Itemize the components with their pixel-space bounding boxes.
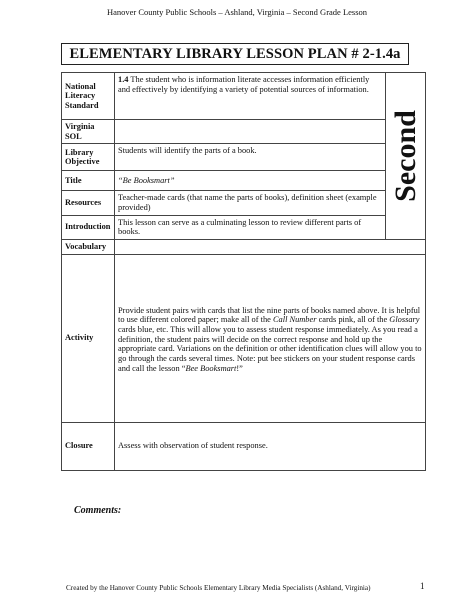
activity-emphasis: Glossary bbox=[389, 315, 420, 325]
lesson-plan-table bbox=[61, 72, 426, 471]
lesson-plan-title: ELEMENTARY LIBRARY LESSON PLAN # 2-1.4a bbox=[61, 43, 409, 65]
page-header: Hanover County Public Schools – Ashland, Virginia – Second Grade Lesson bbox=[106, 7, 368, 17]
grade-label: Second bbox=[388, 110, 422, 202]
content-vocabulary bbox=[115, 239, 426, 254]
page-footer: Created by the Hanover County Public Schools Elementary Library Media Specialists (Ashland, Virginia) bbox=[66, 584, 371, 592]
activity-text-part: cards pink, all of the bbox=[316, 315, 390, 325]
content-introduction: This lesson can serve as a culminating lesson to review different parts of books. bbox=[115, 215, 386, 239]
page-number: 1 bbox=[420, 581, 425, 591]
row-title bbox=[62, 171, 426, 191]
label-introduction: Introduction bbox=[62, 215, 115, 239]
row-library-objective bbox=[62, 144, 426, 171]
standard-text: The student who is information literate accesses information efficiently and effectively by identifying a variety of potential sources of information. bbox=[118, 75, 370, 94]
label-resources: Resources bbox=[62, 191, 115, 215]
comments-label: Comments: bbox=[74, 505, 122, 516]
grade-cell bbox=[386, 73, 426, 240]
label-title: Title bbox=[62, 171, 115, 191]
standard-number: 1.4 bbox=[118, 75, 129, 84]
activity-text-part: Provide student pairs with cards that list the nine parts of books named above. It is helpful to use different colored paper; make all of the bbox=[118, 305, 421, 325]
content-library-objective: Students will identify the parts of a book. bbox=[115, 144, 386, 171]
row-activity bbox=[62, 254, 426, 422]
content-national-literacy-standard bbox=[115, 73, 386, 120]
row-introduction bbox=[62, 215, 426, 239]
content-virginia-sol bbox=[115, 120, 386, 144]
activity-emphasis: Call Number bbox=[272, 315, 317, 325]
label-virginia-sol: Virginia SOL bbox=[62, 120, 115, 144]
label-national-literacy-standard: National Literacy Standard bbox=[62, 73, 115, 120]
activity-text-part: cards blue, etc. This will allow you to assess student response immediately. As you read a definition, the student pairs will decide on the correct response and hold up the appropriate card. Variations on the definition or other identification clues will allow you to go through the cards several times. Note: put bee stickers on your student response cards and call the lesson “ bbox=[118, 325, 422, 373]
row-virginia-sol bbox=[62, 120, 426, 144]
content-resources: Teacher-made cards (that name the parts of books), definition sheet (example provided) bbox=[115, 191, 386, 215]
lesson-title-text: “Be Booksmart” bbox=[118, 175, 175, 185]
activity-text-part: !” bbox=[236, 363, 243, 373]
row-national-literacy-standard bbox=[62, 73, 426, 120]
label-library-objective: Library Objective bbox=[62, 144, 115, 171]
row-vocabulary bbox=[62, 239, 426, 254]
content-title bbox=[115, 171, 386, 191]
activity-text bbox=[118, 306, 422, 374]
label-closure: Closure bbox=[62, 422, 115, 470]
content-closure: Assess with observation of student response. bbox=[115, 422, 426, 470]
row-closure bbox=[62, 422, 426, 470]
content-activity bbox=[115, 254, 426, 422]
label-vocabulary: Vocabulary bbox=[62, 239, 115, 254]
label-activity: Activity bbox=[62, 254, 115, 422]
activity-emphasis: Bee Booksmart bbox=[185, 363, 237, 373]
row-resources bbox=[62, 191, 426, 215]
